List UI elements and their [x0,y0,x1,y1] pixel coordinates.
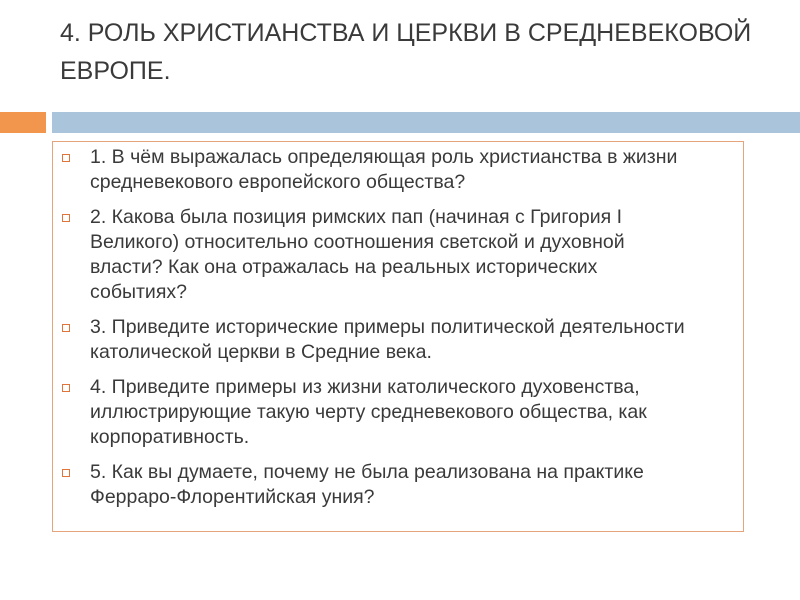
square-bullet-icon [62,469,70,477]
square-bullet-icon [62,154,70,162]
title-divider-bar [52,112,800,133]
question-list [90,145,690,520]
title-accent-block [0,112,46,133]
square-bullet-icon [62,324,70,332]
question-text: 4. Приведите примеры из жизни католического духовенства, иллюстрирующие такую черту средневекового общества, как корпоративность. [90,376,647,448]
question-text: 5. Как вы думаете, почему не была реализована на практике Ферраро-Флорентийская уния? [90,461,644,508]
question-text: 3. Приведите исторические примеры политической деятельности католической церкви в Средние века. [90,316,685,363]
square-bullet-icon [62,384,70,392]
list-item [90,375,690,450]
question-text: 2. Какова была позиция римских пап (начиная с Григория I Великого) относительно соотношения светской и духовной власти? Как она отражалась на реальных исторических событиях? [90,206,625,303]
question-text: 1. В чём выражалась определяющая роль христианства в жизни средневекового европейского общества? [90,146,678,193]
list-item [90,145,690,195]
square-bullet-icon [62,214,70,222]
list-item [90,315,690,365]
list-item [90,205,690,305]
slide-title: 4. РОЛЬ ХРИСТИАНСТВА И ЦЕРКВИ В СРЕДНЕВЕКОВОЙ ЕВРОПЕ. [60,19,752,85]
list-item [90,460,690,510]
